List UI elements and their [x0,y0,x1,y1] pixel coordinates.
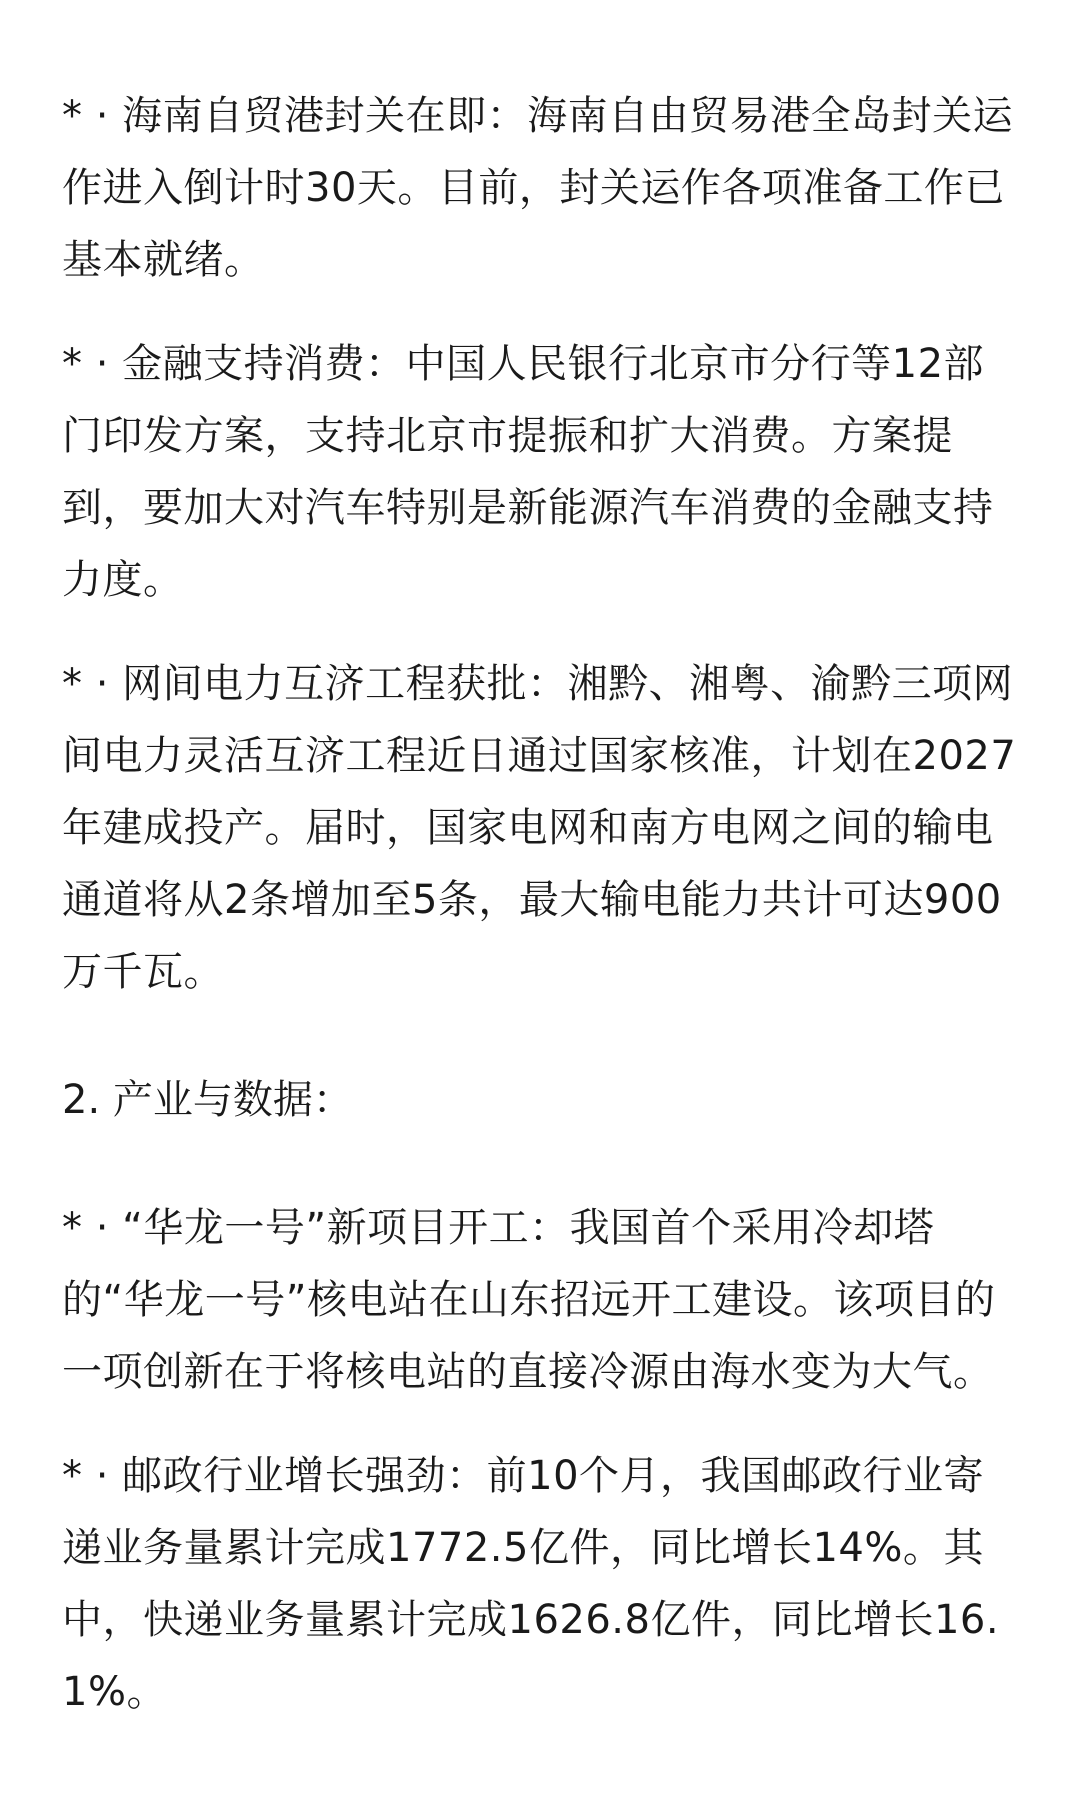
news-item-text: 网间电力互济工程获批：湘黔、湘粤、渝黔三项网间电力灵活互济工程近日通过国家核准，计划在2027年建成投产。届时，国家电网和南方电网之间的输电通道将从2条增加至5条，最大输电能力共计可达900万千瓦。 [62,661,1017,995]
bullet-marker: * · [62,341,123,387]
news-item-text: 金融支持消费：中国人民银行北京市分行等12部门印发方案，支持北京市提振和扩大消费。方案提到，要加大对汽车特别是新能源汽车消费的金融支持力度。 [62,341,994,603]
news-item-postal [62,1440,1022,1728]
section-heading: 2. 产业与数据： [62,1077,353,1123]
news-item-text: 邮政行业增长强劲：前10个月，我国邮政行业寄递业务量累计完成1772.5亿件，同比增长14%。其中，快递业务量累计完成1626.8亿件，同比增长16.1%。 [62,1453,1000,1715]
news-item-text: 海南自贸港封关在即：海南自由贸易港全岛封关运作进入倒计时30天。目前，封关运作各项准备工作已基本就绪。 [62,93,1014,283]
news-item-hainan [62,80,1022,296]
bullet-marker: * · [62,661,123,707]
news-item-hualong [62,1192,1022,1408]
news-item-finance [62,328,1022,616]
news-item-power-grid [62,648,1022,1008]
news-item-text: “华龙一号”新项目开工：我国首个采用冷却塔的“华龙一号”核电站在山东招远开工建设。该项目的一项创新在于将核电站的直接冷源由海水变为大气。 [62,1205,996,1395]
bullet-marker: * · [62,93,123,139]
bullet-marker: * · [62,1453,123,1499]
article-body [62,80,1022,1728]
bullet-marker: * · [62,1205,123,1251]
